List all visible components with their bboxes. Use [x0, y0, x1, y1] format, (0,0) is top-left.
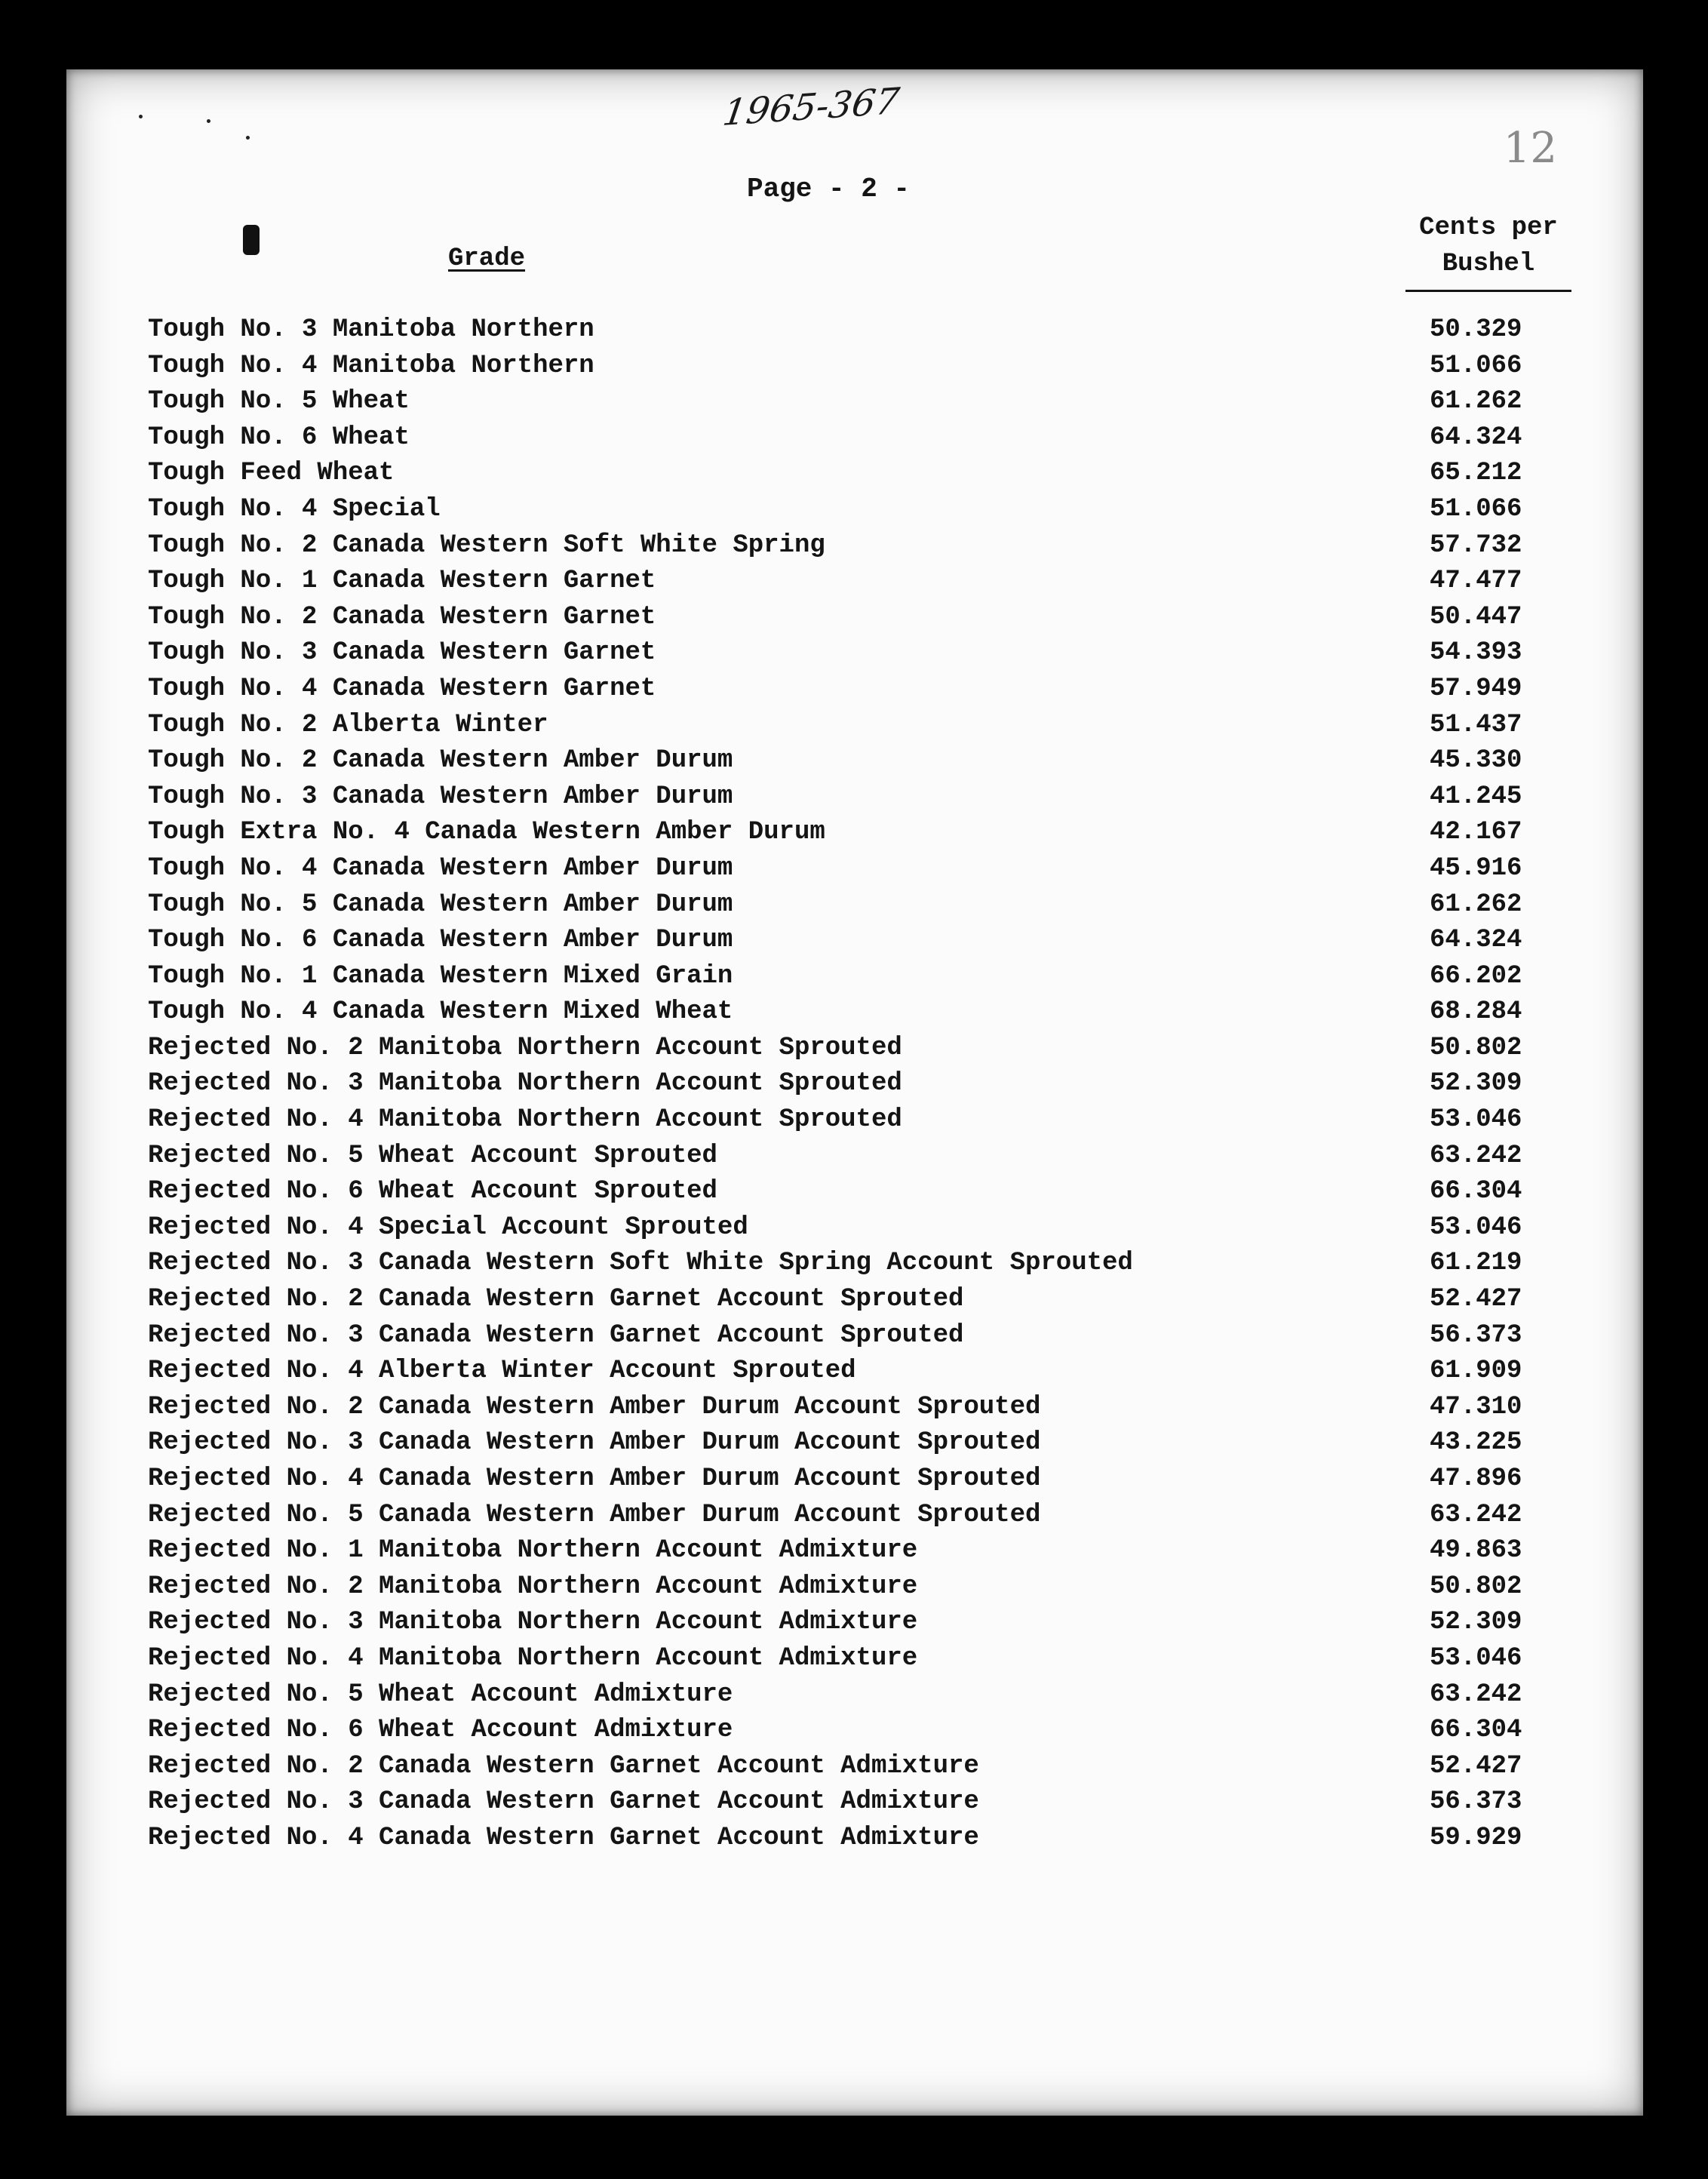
grade-cell: Tough No. 2 Alberta Winter: [148, 710, 548, 739]
table-row: [148, 1784, 1604, 1821]
cents-cell: 64.324: [1430, 926, 1522, 955]
grade-cell: Tough No. 3 Canada Western Garnet: [148, 638, 656, 668]
cents-cell: 59.929: [1430, 1823, 1522, 1852]
table-row: [148, 1210, 1604, 1246]
grade-cell: Rejected No. 3 Canada Western Amber Durum Account Sprouted: [148, 1428, 1041, 1458]
grade-cell: Rejected No. 3 Canada Western Garnet Account Admixture: [148, 1787, 979, 1817]
grade-cell: Rejected No. 3 Manitoba Northern Account Sprouted: [148, 1069, 902, 1099]
paper-speck: [207, 119, 210, 123]
grade-cell: Rejected No. 3 Canada Western Garnet Account Sprouted: [148, 1320, 964, 1350]
table-row: [148, 959, 1604, 995]
grade-cell: Tough No. 1 Canada Western Garnet: [148, 567, 656, 596]
table-row: [148, 1461, 1604, 1498]
cents-cell: 61.262: [1430, 890, 1522, 919]
cents-cell: 49.863: [1430, 1536, 1522, 1566]
grade-cell: Rejected No. 2 Manitoba Northern Account Sprouted: [148, 1033, 902, 1062]
grade-cell: Rejected No. 4 Alberta Winter Account Sprouted: [148, 1357, 856, 1386]
cents-cell: 47.477: [1430, 567, 1522, 596]
table-row: [148, 1318, 1604, 1354]
cents-cell: 57.949: [1430, 674, 1522, 703]
cents-cell: 51.066: [1430, 494, 1522, 524]
document-page: [66, 69, 1643, 2116]
cents-cell: 53.046: [1430, 1212, 1522, 1242]
table-row: [148, 1354, 1604, 1390]
grade-cell: Rejected No. 1 Manitoba Northern Account Admixture: [148, 1536, 918, 1566]
grade-cell: Rejected No. 5 Wheat Account Admixture: [148, 1680, 733, 1709]
table-row: [148, 1139, 1604, 1175]
cents-cell: 54.393: [1430, 638, 1522, 668]
grade-cell: Tough No. 2 Canada Western Soft White Spring: [148, 530, 825, 560]
grade-cell: Tough No. 2 Canada Western Garnet: [148, 602, 656, 632]
cents-cell: 45.916: [1430, 853, 1522, 883]
grade-cell: Tough No. 4 Canada Western Amber Durum: [148, 853, 733, 883]
grade-cell: Rejected No. 5 Canada Western Amber Durum Account Sprouted: [148, 1500, 1041, 1529]
cents-cell: 50.802: [1430, 1033, 1522, 1062]
table-row: [148, 1390, 1604, 1426]
cents-cell: 66.304: [1430, 1177, 1522, 1206]
table-row: [148, 1246, 1604, 1282]
grade-cell: Rejected No. 4 Manitoba Northern Account Sprouted: [148, 1105, 902, 1135]
table-row: [148, 1569, 1604, 1606]
cents-cell: 47.896: [1430, 1464, 1522, 1493]
table-row: [148, 1605, 1604, 1641]
cents-cell: 56.373: [1430, 1787, 1522, 1817]
paper-speck: [139, 115, 143, 118]
table-row: [148, 1498, 1604, 1534]
grade-cell: Tough No. 3 Manitoba Northern: [148, 315, 594, 344]
cents-cell: 65.212: [1430, 459, 1522, 488]
cents-cell: 53.046: [1430, 1643, 1522, 1673]
grade-cell: Tough No. 6 Wheat: [148, 423, 410, 452]
cents-cell: 63.242: [1430, 1680, 1522, 1709]
table-row: [148, 1425, 1604, 1461]
cents-cell: 61.262: [1430, 387, 1522, 416]
cents-cell: 41.245: [1430, 782, 1522, 811]
table-row: [148, 851, 1604, 887]
grade-cell: Tough Extra No. 4 Canada Western Amber Durum: [148, 818, 825, 847]
grade-cell: Tough No. 4 Special: [148, 494, 441, 524]
cents-cell: 57.732: [1430, 530, 1522, 560]
table-row: [148, 1031, 1604, 1067]
table-row: [148, 1749, 1604, 1785]
grade-cell: Rejected No. 4 Canada Western Amber Durum Account Sprouted: [148, 1464, 1041, 1493]
cents-cell: 52.309: [1430, 1608, 1522, 1637]
cents-cell: 52.427: [1430, 1285, 1522, 1314]
grade-cell: Tough No. 3 Canada Western Amber Durum: [148, 782, 733, 811]
grade-cell: Tough No. 1 Canada Western Mixed Grain: [148, 961, 733, 991]
cents-cell: 66.304: [1430, 1716, 1522, 1745]
grade-cell: Rejected No. 2 Manitoba Northern Account Admixture: [148, 1572, 918, 1601]
grade-cell: Rejected No. 4 Manitoba Northern Account Admixture: [148, 1643, 918, 1673]
table-row: [148, 708, 1604, 744]
page-label: Page - 2 -: [747, 174, 911, 204]
cents-cell: 50.447: [1430, 602, 1522, 632]
grade-cell: Rejected No. 4 Canada Western Garnet Account Admixture: [148, 1823, 979, 1852]
page-number: 12: [1503, 124, 1557, 173]
table-row: [148, 1102, 1604, 1139]
cents-cell: 63.242: [1430, 1141, 1522, 1170]
cents-cell: 47.310: [1430, 1392, 1522, 1421]
table-row: [148, 887, 1604, 924]
grade-cell: Rejected No. 3 Manitoba Northern Account Admixture: [148, 1608, 918, 1637]
grade-cell: Tough No. 4 Manitoba Northern: [148, 351, 594, 380]
cents-cell: 53.046: [1430, 1105, 1522, 1135]
cents-cell: 43.225: [1430, 1428, 1522, 1458]
table-row: [148, 1533, 1604, 1569]
grade-cell: Rejected No. 6 Wheat Account Sprouted: [148, 1177, 717, 1206]
table-row: [148, 994, 1604, 1031]
table-row: [148, 456, 1604, 492]
table-row: [148, 779, 1604, 816]
table-row: [148, 1641, 1604, 1677]
cents-cell: 51.437: [1430, 710, 1522, 739]
table-row: [148, 349, 1604, 385]
table-row: [148, 564, 1604, 600]
cents-cell: 61.219: [1430, 1249, 1522, 1278]
cents-cell: 52.427: [1430, 1751, 1522, 1781]
table-row: [148, 815, 1604, 851]
table-row: [148, 1282, 1604, 1318]
grade-cell: Tough No. 5 Wheat: [148, 387, 410, 416]
table-row: [148, 492, 1604, 528]
grade-cell: Rejected No. 5 Wheat Account Sprouted: [148, 1141, 717, 1170]
cents-cell: 50.802: [1430, 1572, 1522, 1601]
grade-cell: Rejected No. 6 Wheat Account Admixture: [148, 1716, 733, 1745]
table-row: [148, 635, 1604, 672]
cents-cell: 56.373: [1430, 1320, 1522, 1350]
cents-header-line1: Cents per: [1419, 214, 1558, 242]
cents-cell: 45.330: [1430, 746, 1522, 776]
table-row: [148, 1821, 1604, 1857]
cents-cell: 52.309: [1430, 1069, 1522, 1099]
cents-cell: 51.066: [1430, 351, 1522, 380]
header-underline: [1405, 290, 1571, 292]
grade-cell: Tough No. 4 Canada Western Garnet: [148, 674, 656, 703]
handwritten-note: 1965-367: [720, 80, 902, 134]
punch-hole-mark: [243, 225, 260, 255]
grade-cell: Rejected No. 2 Canada Western Garnet Account Sprouted: [148, 1285, 964, 1314]
cents-cell: 66.202: [1430, 961, 1522, 991]
grade-column-header: Grade: [448, 244, 526, 273]
grade-cell: Rejected No. 3 Canada Western Soft White Spring Account Sprouted: [148, 1249, 1133, 1278]
grade-cell: Tough Feed Wheat: [148, 459, 395, 488]
cents-cell: 50.329: [1430, 315, 1522, 344]
cents-cell: 61.909: [1430, 1357, 1522, 1386]
table-row: [148, 923, 1604, 959]
cents-cell: 64.324: [1430, 423, 1522, 452]
grade-cell: Tough No. 5 Canada Western Amber Durum: [148, 890, 733, 919]
table-row: [148, 528, 1604, 564]
table-row: [148, 1713, 1604, 1749]
table-row: [148, 384, 1604, 420]
table-row: [148, 1066, 1604, 1102]
grade-cell: Rejected No. 4 Special Account Sprouted: [148, 1212, 748, 1242]
grade-cell: Rejected No. 2 Canada Western Amber Durum Account Sprouted: [148, 1392, 1041, 1421]
table-row: [148, 1174, 1604, 1210]
grade-cell: Tough No. 4 Canada Western Mixed Wheat: [148, 997, 733, 1027]
grade-cell: Tough No. 6 Canada Western Amber Durum: [148, 926, 733, 955]
table-row: [148, 600, 1604, 636]
grade-cell: Rejected No. 2 Canada Western Garnet Account Admixture: [148, 1751, 979, 1781]
grade-price-list: [148, 312, 1604, 1857]
table-row: [148, 1677, 1604, 1713]
table-row: [148, 672, 1604, 708]
table-row: [148, 420, 1604, 456]
paper-speck: [246, 136, 250, 140]
cents-column-header: [1405, 210, 1571, 292]
table-row: [148, 743, 1604, 779]
cents-header-line2: Bushel: [1442, 250, 1535, 278]
cents-cell: 63.242: [1430, 1500, 1522, 1529]
grade-cell: Tough No. 2 Canada Western Amber Durum: [148, 746, 733, 776]
table-row: [148, 312, 1604, 349]
cents-cell: 68.284: [1430, 997, 1522, 1027]
cents-cell: 42.167: [1430, 818, 1522, 847]
